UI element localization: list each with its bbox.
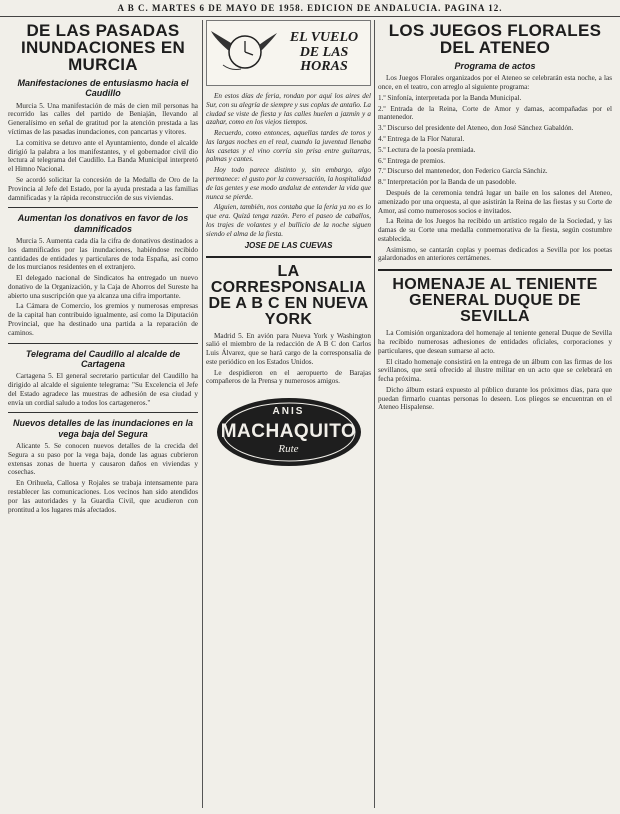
paragraph: Después de la ceremonia tendrá lugar un baile en los salones del Ateneo, amenizado por una orquesta, al que asistirán la Reina de las fiestas y su Corte de Amor, así como numerosos socios e invitados. <box>378 188 612 215</box>
column-left <box>8 20 198 808</box>
paragraph: La comitiva se detuvo ante el Ayuntamiento, donde el alcalde dirigió la palabra a los manifestantes, y el gobernador civil dio lectura al telegrama del Caudillo. La Banda Municipal interpretó el Himno Nacional. <box>8 138 198 174</box>
logo-title: EL VUELO DE LAS HORAS <box>289 30 359 75</box>
program-item: 3.º Discurso del presidente del Ateneo, don José Sánchez Gabaldón. <box>378 124 574 133</box>
subhead-telegrama: Telegrama del Caudillo al alcalde de Cartagena <box>25 348 181 369</box>
paragraph: La Reina de los Juegos ha recibido un artístico regalo de la Sociedad, y las damas de su Corte una medalla conmemorativa de la fiesta, según costumbre establecida. <box>378 217 612 243</box>
program-item: 5.º Lectura de la poesía premiada. <box>378 145 476 154</box>
headline-murcia: DE LAS PASADAS INUNDACIONES EN MURCIA <box>20 21 186 74</box>
paragraph: Murcia 5. Aumenta cada día la cifra de donativos destinados a los damnificados por las inundaciones, habiéndose recibido cantidades de entidades y particulares de toda España, así como de los murcianos residentes en el extranjero. <box>8 236 198 272</box>
paragraph: Murcia 5. Una manifestación de más de cien mil personas ha recorrido las calles del partido de Beniaján, llevando al Generalísimo en señal de gratitud por la atención prestada a las víctimas de las pasadas inundaciones, con pancartas y vítores. <box>8 101 198 137</box>
program-item: 1.º Sinfonía, interpretada por la Banda Municipal. <box>378 93 522 102</box>
program-item: 2.º Entrada de la Reina, Corte de Amor y damas, acompañadas por el mantenedor. <box>378 104 612 122</box>
paragraph: El citado homenaje consistirá en la entrega de un álbum con las firmas de los sevillanos, que será ofrecido al ilustre militar en un acto que se celebrará en fecha próxima. <box>378 357 612 384</box>
paragraph: La Comisión organizadora del homenaje al teniente general Duque de Sevilla ha recibido numerosas adhesiones de entidades oficiales, corporaciones y particulares, que desean sumarse al acto. <box>378 329 612 355</box>
paragraph: Asimismo, se cantarán coplas y poemas dedicados a Sevilla por los poetas galardonados en anteriores certámenes. <box>378 245 612 263</box>
headline-juegos-florales: LOS JUEGOS FLORALES DEL ATENEO <box>388 21 602 57</box>
paragraph: Se acordó solicitar la concesión de la Medalla de Oro de la Provincia al Jefe del Estado, por la ayuda prestada a las familias damnificadas y la rápida reconstrucción de sus viviendas. <box>8 175 198 202</box>
program-item: 7.º Discurso del mantenedor, don Federico García Sánchiz. <box>378 167 548 176</box>
vuelo-horas-logo <box>206 20 371 86</box>
subhead-vega-baja: Nuevos detalles de las inundaciones en la vega baja del Segura <box>12 418 194 439</box>
program-item: 4.º Entrega de la Flor Natural. <box>378 135 465 144</box>
ad-line-rute: Rute <box>278 443 299 456</box>
byline: JOSE DE LAS CUEVAS <box>244 240 333 250</box>
divider <box>8 343 198 344</box>
feature-paragraph: Recuerdo, como entonces, aquellas tardes de toros y las largas noches en el real, cuando la juventud llenaba las casetas y el vino corría sin prisa entre guitarras, palmas y cantes. <box>206 129 371 164</box>
paragraph: Madrid 5. En avión para Nueva York y Washington salió el miembro de la redacción de A B C don Carlos Luis Álvarez, que se hará cargo de la corresponsalía de este periódico en los Estados Unidos. <box>206 331 371 366</box>
feature-paragraph: En estos días de feria, rondan por aquí los aires del Sur, con su alegría de siempre y sus coplas de antaño. La ciudad se viste de fiesta y las calles huelen a jazmín y a azahar, como en los viejos tiempos. <box>206 92 371 127</box>
running-head: A B C. MARTES 6 DE MAYO DE 1958. EDICION DE ANDALUCIA. PAGINA 12. <box>0 0 620 17</box>
column-rule-1 <box>202 20 203 808</box>
headline-corresponsalia: LA CORRESPONSALIA DE A B C EN NUEVA YORK <box>208 262 369 328</box>
column-right <box>378 20 612 808</box>
paragraph: Cartagena 5. El general secretario particular del Caudillo ha dirigido al alcalde el siguiente telegrama: "Su Excelencia el Jefe del Estado agradece las muestras de adhesión de esa ciudad y envía un cordial saludo a todos los cartageneros." <box>8 372 198 407</box>
column-middle <box>206 20 371 808</box>
feature-paragraph: Alguien, también, nos contaba que la feria ya no es lo que era. Quizá tenga razón. Pero el paseo de caballos, los trajes de volantes y el bullicio de la noche siguen siendo el alma de la fiesta. <box>206 203 371 238</box>
ad-line-anis: ANIS <box>272 406 305 418</box>
divider <box>8 412 198 413</box>
paragraph: El delegado nacional de Sindicatos ha entregado un nuevo donativo de la Organización, y la Caja de Ahorros del Sureste ha abierto una suscripción que ya alcanza una cifra importante. <box>8 274 198 300</box>
paragraph: La Cámara de Comercio, los gremios y numerosas empresas de la capital han contribuido igualmente, así como la Diputación Provincial, que ha destinado una partida a la reparación de caminos. <box>8 302 198 337</box>
headline-homenaje: HOMENAJE AL TENIENTE GENERAL DUQUE DE SEVILLA <box>392 276 598 326</box>
paragraph: Los Juegos Florales organizados por el Ateneo se celebrarán esta noche, a las once, en el teatro, con arreglo al siguiente programa: <box>378 74 612 92</box>
paragraph: En Orihuela, Callosa y Rojales se trabaja intensamente para restablecer las comunicaciones. Los vecinos han sido atendidos por las autoridades y la Guardia Civil, que acudieron con prontitud a los lugares más afectados. <box>8 479 198 514</box>
advertisement-machaquito <box>214 392 364 470</box>
paragraph: Alicante 5. Se conocen nuevos detalles de la crecida del Segura a su paso por la vega baja, donde las aguas cubrieron extensas zonas de huerta y causaron daños en viviendas y cosechas. <box>8 442 198 477</box>
subhead-manifestaciones: Manifestaciones de entusiasmo hacia el Caudillo <box>17 78 189 99</box>
divider <box>8 207 198 208</box>
ad-brand: MACHAQUITO <box>220 421 357 443</box>
divider <box>378 269 612 271</box>
subhead-donativos: Aumentan los donativos en favor de los damnificados <box>17 213 189 234</box>
paragraph: Dicho álbum estará expuesto al público durante los próximos días, para que puedan firmarlo cuantas personas lo deseen. Los pliegos se encuentran en el Ateneo Hispalense. <box>378 385 612 412</box>
column-rule-2 <box>374 20 375 808</box>
feature-paragraph: Hoy todo parece distinto y, sin embargo, algo permanece: el gusto por la conversación, la hospitalidad de las gentes y ese modo andaluz de entender la vida que nunca se pierde. <box>206 166 371 201</box>
subhead-programa: Programa de actos <box>454 61 536 71</box>
program-item: 6.º Entrega de premios. <box>378 156 446 165</box>
divider <box>206 256 371 258</box>
program-item: 8.º Interpretación por la Banda de un pasodoble. <box>378 178 517 187</box>
paragraph: Le despidieron en el aeropuerto de Barajas compañeros de la Prensa y numerosos amigos. <box>206 368 371 386</box>
